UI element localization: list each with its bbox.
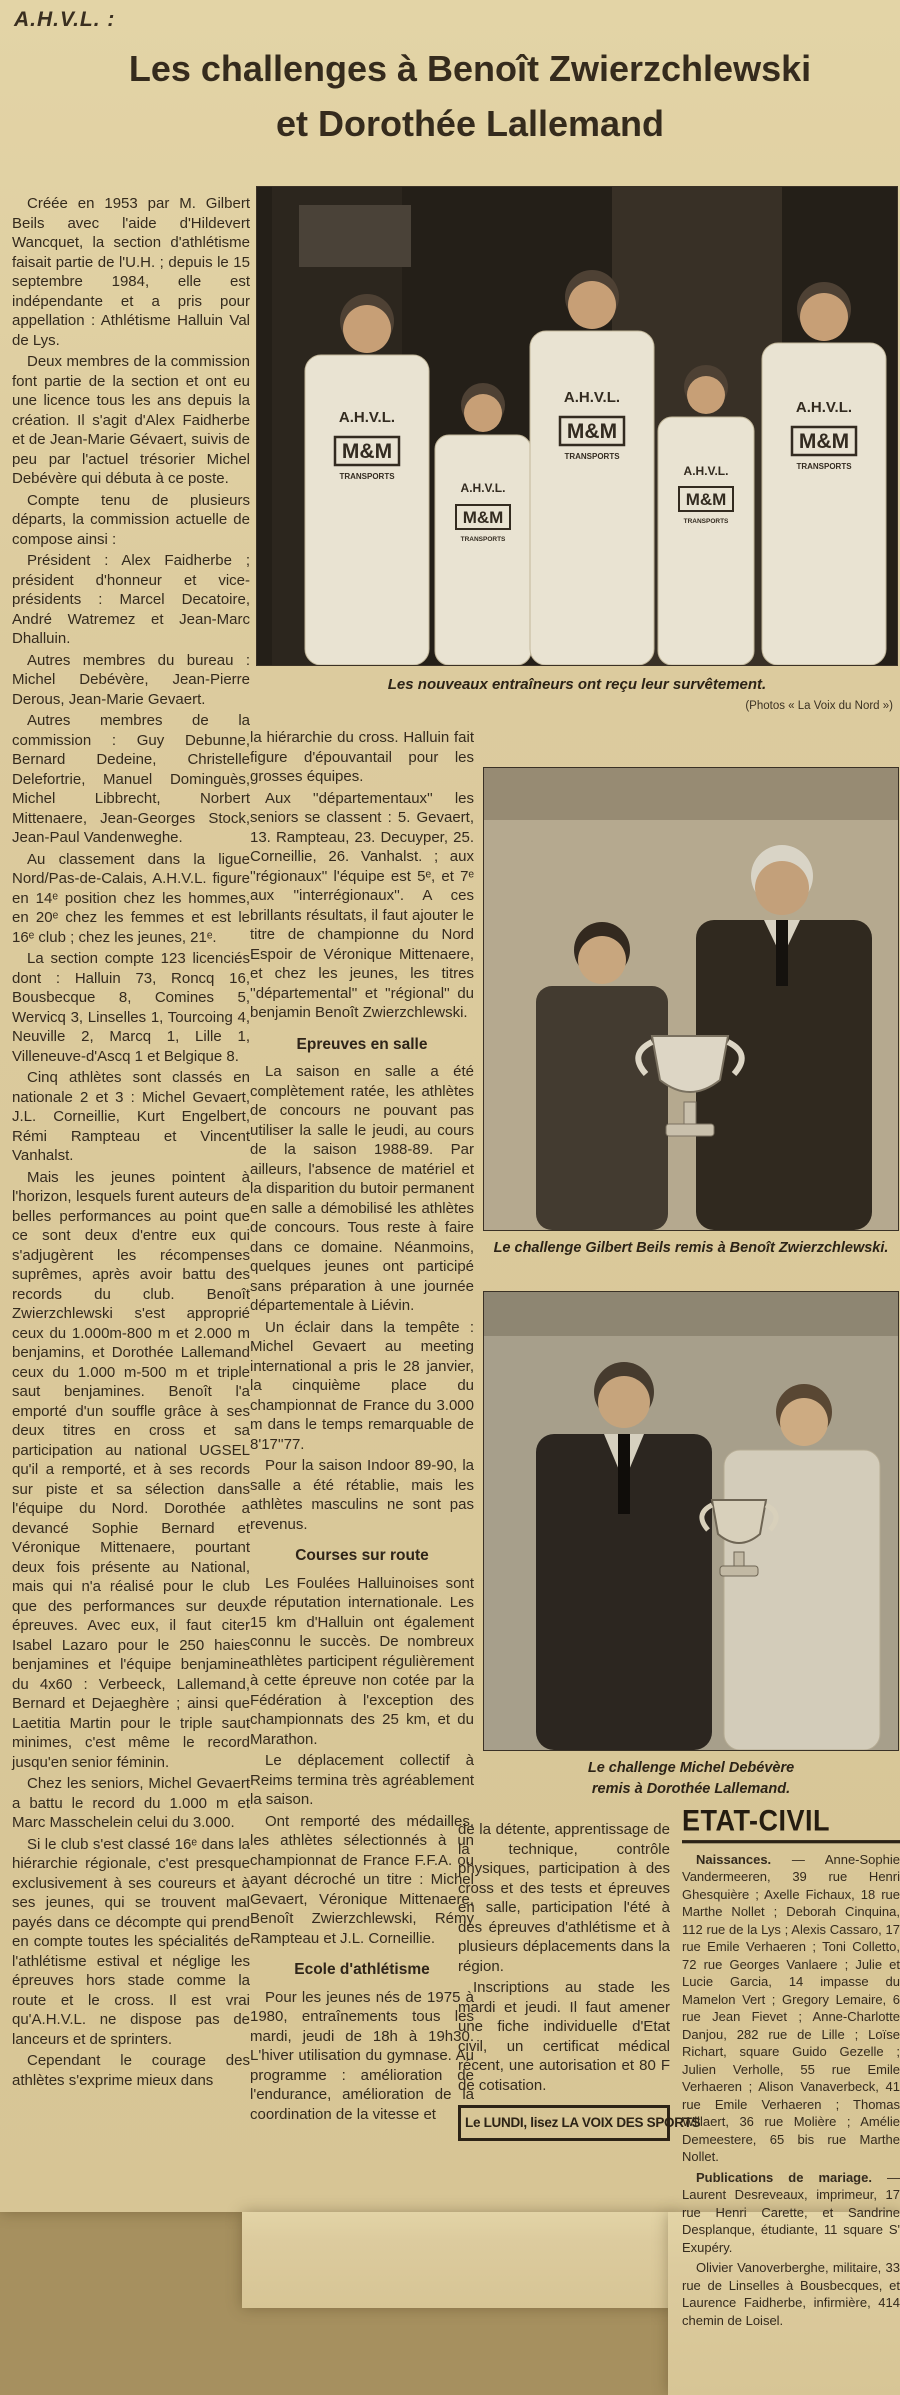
paragraph: Compte tenu de plusieurs départs, la commission actuelle de compose ainsi : [12, 491, 250, 548]
promo-box: Le LUNDI, lisez LA VOIX DES SPORTS [458, 2105, 670, 2141]
article-column-three [458, 1820, 701, 2141]
section-heading-courses: Courses sur route [295, 1547, 429, 1564]
article-column-middle [250, 728, 474, 2126]
caption-line-2: remis à Dorothée Lallemand. [591, 1781, 791, 1797]
paragraph: La saison en salle a été complètement ratée, les athlètes de concours ne pouvant pas utiliser la salle le jeudi, au cours de la saison 1988-89. Par ailleurs, l'absence de matériel et la disparition du butoir permanent en salle a démobilisé les athlètes de concours. Tous reste à faire dans ce domaine. Néanmoins, quelques jeunes ont participé sans préparation à une journée départementale à Liévin. [250, 1063, 474, 1314]
shirt-subtext: TRANSPORTS [564, 452, 620, 461]
shirt-subtext: TRANSPORTS [339, 472, 395, 481]
headline-line-2: et Dorothée Lallemand [275, 103, 665, 144]
paragraph: Créée en 1953 par M. Gilbert Beils avec l'aide d'Hildevert Wancquet, la section d'athlétisme faisait partie de l'U.H. ; depuis le 15 septembre 1984, elle est indépendante et a pris pour appellation : Athlétisme Halluin Val de Lys. [12, 195, 250, 349]
paragraph: Au classement dans la ligue Nord/Pas-de-Calais, A.H.V.L. figure en 14ᵉ position chez les hommes, en 20ᵉ chez les femmes et est le 16ᵉ club ; chez les jeunes, 21ᵉ. [12, 850, 250, 946]
paragraph: Inscriptions au stade les mardi et jeudi. Il faut amener une fiche individuelle d'Etat civil, un certificat médical récent, une autorisation et 80 F de cotisation. [458, 1979, 670, 2094]
paragraph: Ont remporté des médailles, les athlètes sélectionnés à un championnat de France F.F.A. ou ayant décroché un titre : Michel Gevaert, Véronique Mittenaere, Benoît Zwierzchlewski, Rémy Rampteau et J.L. Corneillie. [250, 1812, 474, 1947]
paragraph: Un éclair dans la tempête : Michel Gevaert au meeting international a pris le 28 janvier, la cinquième place du championnat de France du 3.000 m dans le temps remarquable de 8'17''77. [250, 1318, 474, 1453]
shirt-text: A.H.V.L. [683, 464, 729, 478]
mariage-text: — Laurent Desreveaux, imprimeur, 17 rue Henri Carette, et Sandrine Desplanque, étudiante, 11 square S' Exupéry. [682, 2169, 900, 2255]
paragraph: Mais les jeunes pointent à l'horizon, lesquels furent auteurs de belles performances au point que ce sont deux d'entre eux qui s'adjugèrent les récompenses suprêmes, après avoir battu des records du club. Benoît Zwierzchlewski s'est approprié ceux du 1.000m-800 m et 2.000 m benjamins, et Dorothée Lallemand ceux du 1.000 m-500 m et triple saut benjamines. Benoît l'a emporté d'un souffle grâce à ses deux titres en cross et sa participation au national UGSEL qu'il a remporté, et à ses records sur piste et sa sélection dans l'équipe du Nord. Dorothée a devancé Sophie Bernard et Véronique Mittenaere, pourtant deux fois présente au National, mais qui n'a réalisé pour le club que des performances sur deux épreuves. Avec eux, il faut citer Isabel Lazaro pour le 250 haies benjamines et l'équipe benjamine du 4x60 : Verbeeck, Lallemand, Bernard et Dejaeghère ; ainsi que Laetitia Martin pour le triple saut minimes, c'est même le record jusqu'en senior féminin. [12, 1168, 250, 1771]
paragraph: Chez les seniors, Michel Gevaert a battu le record du 1.000 m et Marc Masschelein celui du 3.000. [12, 1775, 250, 1831]
caption-line-1: Le challenge Michel Debévère [587, 1760, 795, 1776]
paragraph: Pour les jeunes nés de 1975 à 1980, entraînements tous les mardi, jeudi de 18h à 19h30. L'hiver utilisation du gymnase. Au programme : amélioration de l'endurance, amélioration de la coordination de la vitesse et [250, 1988, 474, 2123]
paragraph: Cependant le courage des athlètes s'exprime mieux dans [12, 2052, 250, 2089]
paragraph: Les Foulées Halluinoises sont de réputation internationale. Les 15 km d'Halluin ont également connu le succès. De nombreux athlètes participent régulièrement à cette épreuve non cotée par la Fédération à l'exception des championnats des 25 km, et du Marathon. [250, 1574, 474, 1748]
shirt-text: A.H.V.L. [795, 399, 853, 416]
article-headline [90, 40, 850, 150]
section-heading-ecole: Ecole d'athlétisme [294, 1961, 430, 1978]
paragraph: La section compte 123 licenciés dont : Halluin 73, Roncq 16, Bousbecque 8, Comines 5, Wervicq 3, Linselles 1, Tourcoing 4, Neuville 2, Marcq 1, Lille 1, Villeneuve-d'Ascq 1 et Belgique 8. [12, 950, 250, 1065]
naissances-text: — Anne-Sophie Vandermeeren, 39 rue Henri Ghesquière ; Axelle Fichaux, 18 rue Marthe Nollet ; Deborah Cinquina, 112 rue de la Lys ; Alexis Cassaro, 17 rue Emile Verhaeren ; Toni Colletto, 72 rue Georges Vanlaere ; Julie et Lucie Garcia, 14 impasse du Mamelon Vert ; Gregory Lemaire, 6 rue Jean Fievet ; Anne-Charlotte Danjou, 282 rue de Lille ; Loïse Richart, square Guido Gezelle ; Julien Verholle, 55 rue Emile Verhaeren ; Alison Vanaverbeck, 41 rue Emile Verhaeren ; Thomas Willaert, 36 rue Molière ; Amélie Demeestere, 65 bis rue Marthe Nollet. [682, 1851, 900, 2164]
article-column-left [12, 194, 250, 2092]
paragraph: Autres membres de la commission : Guy Debunne, Bernard Dedeine, Christelle Delefortrie, Manuel Dominguès, Michel Libbrecht, Norbert Mittenaere, Jean-Georges Stock, Jean-Paul Vandenweghe. [12, 712, 250, 846]
paper-background-mid [242, 2212, 674, 2308]
paragraph: Président : Alex Faidherbe ; président d'honneur et vice-présidents : Marcel Decatoire, André Watremez et Jean-Marc Dhalluin. [12, 552, 250, 647]
paragraph: Cinq athlètes sont classés en nationale 2 et 3 : Michel Gevaert, J.L. Corneillie, Kurt Engelbert, Rémi Rampteau et Vincent Vanhalst. [12, 1069, 250, 1164]
photo-credit: (Photos « La Voix du Nord ») [745, 700, 893, 712]
photo-caption: Le challenge Gilbert Beils remis à Benoît Zwierzchlewski. [493, 1240, 889, 1256]
mariage-paragraph-2: Olivier Vanoverberghe, militaire, 33 rue de Linselles à Bousbecques, et Laurence Faidherbe, infirmière, 414 chemin de Loisel. [682, 2260, 900, 2328]
paragraph: Pour la saison Indoor 89-90, la salle a été rétablie, mais les athlètes masculins ne sont pas revenus. [250, 1457, 474, 1533]
etat-civil-section [682, 1804, 900, 2332]
section-heading-epreuves: Epreuves en salle [296, 1035, 428, 1053]
paragraph: Si le club s'est classé 16ᵉ dans la hiérarchie régionale, c'est presque exclusivement à ses coureurs et à ses jeunes, qui se trouvent mal payés dans ce décompte qui prend en compte toutes les spécialités de l'athlétisme estival et néglige les épreuves hors stade comme la route et le cross. Il est vrai qu'A.H.V.L. ne dispose pas de lanceurs et de sprinters. [12, 1835, 250, 2048]
photo-challenge-beils [484, 768, 898, 1230]
photo-challenge-debevere [484, 1292, 898, 1750]
shirt-text: A.H.V.L. [563, 389, 621, 406]
shirt-logo: M&M [341, 440, 393, 463]
naissances-paragraph [682, 1851, 900, 2166]
etat-civil-title: ETAT-CIVIL [682, 1812, 900, 1843]
background-sign [299, 205, 411, 267]
mariage-label: Publications de mariage. [696, 2169, 872, 2185]
naissances-label: Naissances. [696, 1851, 772, 1867]
shirt-subtext: TRANSPORTS [796, 462, 852, 471]
photo-caption [504, 1758, 878, 1800]
shirt-logo: M&M [798, 430, 850, 453]
shirt-logo: M&M [566, 420, 618, 443]
paragraph: Le déplacement collectif à Reims termina très agréablement la saison. [250, 1752, 474, 1808]
paragraph: Autres membres du bureau : Michel Debévère, Jean-Pierre Derous, Jean-Marie Gevaert. [12, 651, 250, 708]
photo-new-trainers [257, 187, 897, 665]
shirt-text: A.H.V.L. [338, 409, 396, 426]
photo-caption: Les nouveaux entraîneurs ont reçu leur survêtement. [387, 676, 767, 693]
shirt-logo: M&M [462, 508, 504, 527]
shirt-text: A.H.V.L. [460, 481, 506, 495]
article-kicker: A.H.V.L. : [14, 8, 116, 31]
paragraph: de la détente, apprentissage de la technique, contrôle physiques, participation à des cross et des tests et épreuves en salle, participation l'été à des épreuves d'athlétisme et à plusieurs déplacements dans la région. [458, 1821, 670, 1975]
shirt-subtext: TRANSPORTS [460, 536, 506, 543]
paragraph: la hiérarchie du cross. Halluin fait figure d'épouvantail pour les grosses équipes. [250, 729, 474, 785]
mariage-paragraph [682, 2169, 900, 2257]
headline-line-1: Les challenges à Benoît Zwierzchlewski [128, 48, 812, 89]
paragraph: Aux ''départementaux'' les seniors se classent : 5. Gevaert, 13. Rampteau, 23. Decuyper, 25. Corneillie, 26. Vanhalst. ; aux ''régionaux'' l'équipe est 5ᵉ, et 7ᵉ aux ''interrégionaux''. A ces brillants résultats, il faut ajouter le titre de championne du Nord Espoir de Véronique Mittenaere, et chez les jeunes, les titres ''départemental'' et ''régional'' du benjamin Benoît Zwierzchlewski. [250, 789, 474, 1021]
shirt-subtext: TRANSPORTS [683, 518, 729, 525]
paragraph: Deux membres de la commission font partie de la section et ont eu une licence tous les ans depuis la création. Il s'agit d'Alex Faidherbe et de Jean-Marie Gévaert, suivis de peu par l'actuel trésorier Michel Debévère qui débuta à ce poste. [12, 353, 250, 487]
shirt-logo: M&M [685, 490, 727, 509]
